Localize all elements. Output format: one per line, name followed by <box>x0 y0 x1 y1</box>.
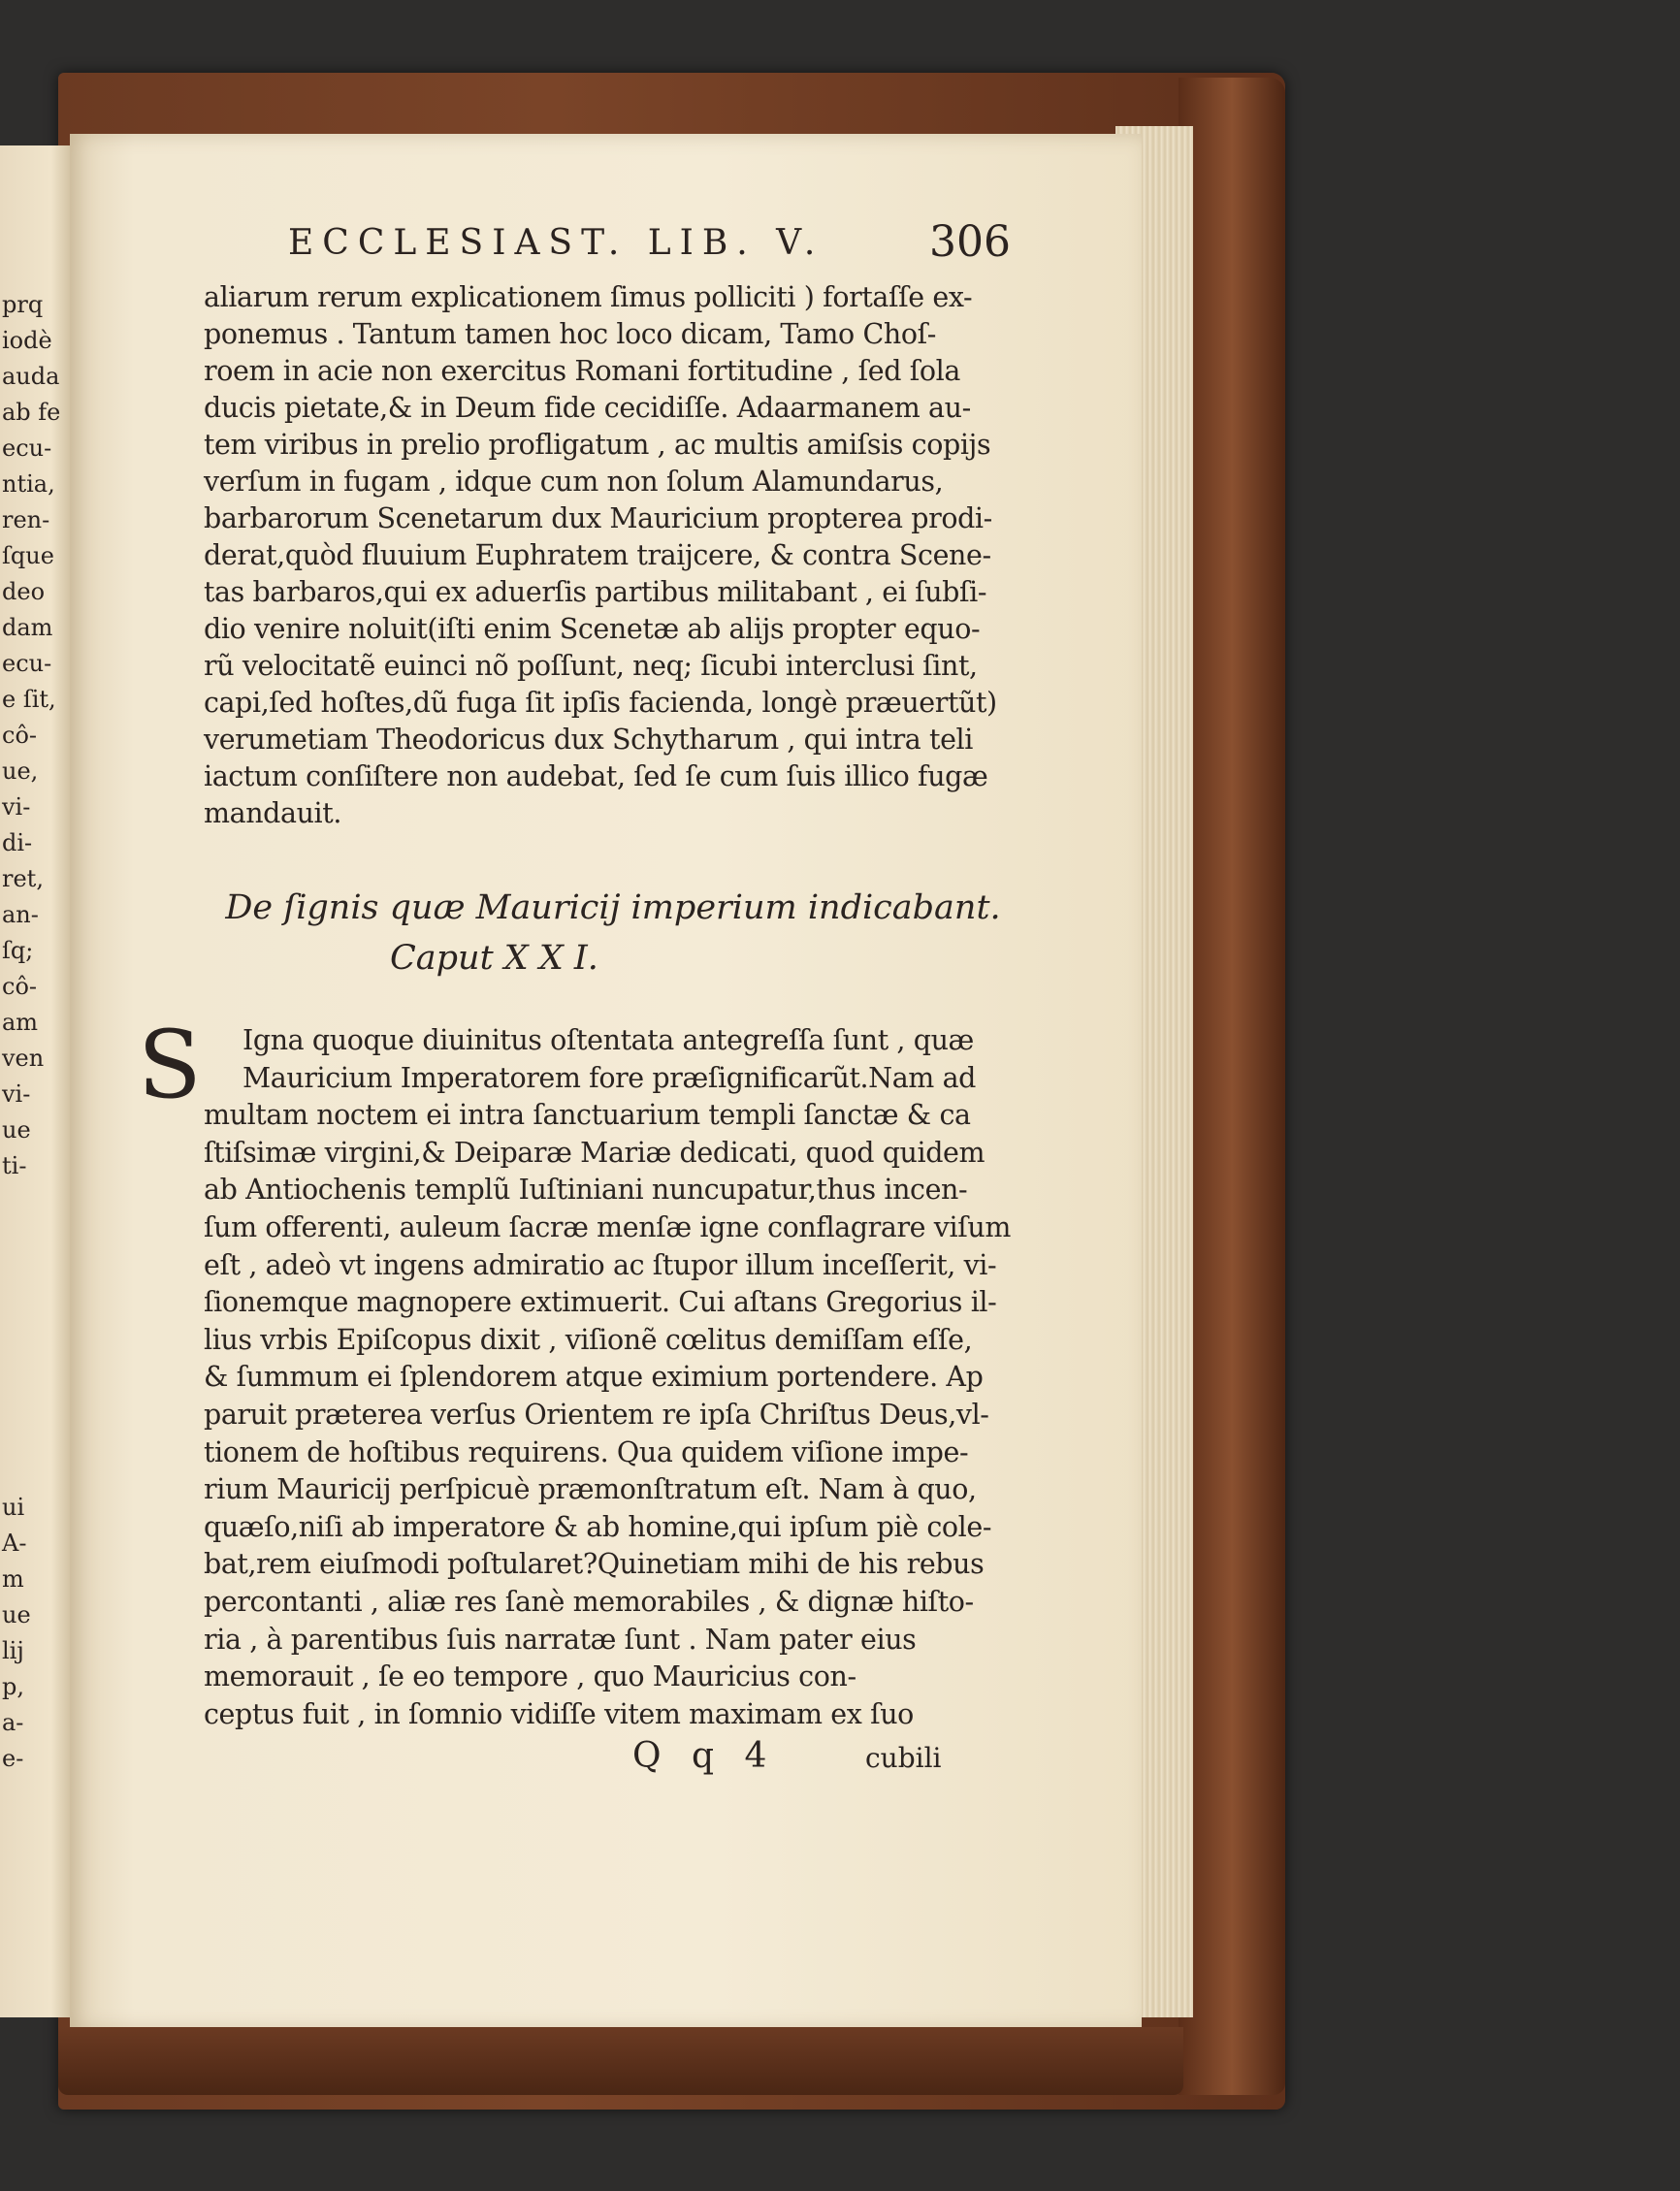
chapter-heading-title: De ſignis quæ Mauricij imperium indicabant. <box>225 888 1001 927</box>
text-line: Mauricium Imperatorem fore præſignificarũt.Nam ad <box>242 1061 977 1094</box>
text-line: roem in acie non exercitus Romani fortitudine , ſed ſola <box>204 355 960 387</box>
text-line: verumetiam Theodoricus dux Schytharum , qui intra teli <box>204 724 973 756</box>
text-line: capi,ſed hoſtes,dũ fuga ſit ipſis facienda, longè præuertũt) <box>204 687 997 719</box>
text-line: barbarorum Scenetarum dux Mauricium propterea prodi- <box>204 502 992 534</box>
left-page-text: iodè <box>2 327 52 354</box>
left-page-text: am <box>2 1009 39 1036</box>
text-line: ponemus . Tantum tamen hoc loco dicam, Tamo Choſ- <box>204 318 936 350</box>
left-page-text: ue, <box>2 757 39 785</box>
left-page-text: ntia, <box>2 470 55 498</box>
text-line: percontanti , aliæ res ſanè memorabiles , & dignæ hiſto- <box>204 1586 974 1618</box>
drop-cap: S <box>138 1011 202 1119</box>
text-line: lius vrbis Epiſcopus dixit , viſionẽ cœlitus demiſſam eſſe, <box>204 1323 973 1356</box>
text-line: eſt , adeò vt ingens admiratio ac ſtupor illum inceſſerit, vi- <box>204 1248 997 1281</box>
right-page <box>70 134 1142 2030</box>
left-page-text: ui <box>2 1494 25 1521</box>
left-page-text: ſq; <box>2 937 34 964</box>
text-line: verſum in fugam , idque cum non ſolum Alamundarus, <box>204 466 944 498</box>
text-line: aliarum rerum explicationem ſimus polliciti ) fortaſſe ex- <box>204 281 973 313</box>
left-page-text: e- <box>2 1745 24 1772</box>
left-page-text: an- <box>2 901 39 928</box>
text-line: dio venire noluit(iſti enim Scenetæ ab alijs propter equo- <box>204 613 981 645</box>
text-line: tas barbaros,qui ex aduerſis partibus militabant , ei ſubſi- <box>204 576 987 608</box>
text-line: quæſo,niſi ab imperatore & ab homine,qui ipſum piè cole- <box>204 1510 992 1543</box>
cover-edge <box>1179 78 1285 2095</box>
left-page-text: A- <box>2 1530 27 1557</box>
left-page-text: di- <box>2 829 33 856</box>
left-page-text: ſque <box>2 542 54 569</box>
text-line: ceptus fuit , in ſomnio vidiſſe vitem maximam ex ſuo <box>204 1697 914 1730</box>
catchword: cubili <box>865 1742 942 1774</box>
left-page-text: m <box>2 1565 24 1593</box>
left-page-text: cô- <box>2 973 37 1000</box>
text-line: derat,quòd fluuium Euphratem traijcere, & contra Scene- <box>204 539 991 571</box>
left-page-text: a- <box>2 1709 24 1736</box>
left-page-text: auda <box>2 363 60 390</box>
text-line: memorauit , ſe eo tempore , quo Mauricius con- <box>204 1660 856 1693</box>
left-page-fragment <box>0 145 73 2017</box>
text-line: tionem de hoſtibus requirens. Qua quidem viſione impe- <box>204 1435 969 1468</box>
text-line: rium Mauricij perſpicuè præmonſtratum eſt. Nam à quo, <box>204 1473 977 1506</box>
left-page-text: vi- <box>2 1080 31 1108</box>
text-line: Igna quoque diuinitus oſtentata antegreſſa ſunt , quæ <box>242 1024 974 1056</box>
left-page-text: p, <box>2 1673 24 1700</box>
left-page-text: ven <box>2 1045 45 1072</box>
left-page-text: prq <box>2 291 44 318</box>
left-page-text: cô- <box>2 722 37 749</box>
left-page-text: dam <box>2 614 53 641</box>
left-page-text: ue <box>2 1601 31 1628</box>
text-line: ſionemque magnopere extimuerit. Cui aſtans Gregorius il- <box>204 1286 997 1319</box>
text-line: tem viribus in prelio profligatum , ac multis amiſsis copijs <box>204 429 991 461</box>
left-page-text: deo <box>2 578 46 605</box>
text-line: multam noctem ei intra ſanctuarium templi ſanctæ & ca <box>204 1099 971 1132</box>
text-line: & ſummum ei ſplendorem atque eximium portendere. Ap <box>204 1361 984 1394</box>
running-head-title: ECCLESIAST. LIB. V. <box>288 223 824 263</box>
left-page-text: vi- <box>2 793 31 821</box>
book-bottom-edge <box>58 2027 1183 2095</box>
text-line: ſum offerenti, auleum ſacræ menſæ igne conflagrare viſum <box>204 1211 1011 1243</box>
running-head <box>215 217 1011 281</box>
left-page-text: ab fe <box>2 399 61 426</box>
text-line: ria , à parentibus ſuis narratæ ſunt . Nam pater eius <box>204 1623 917 1656</box>
left-page-text: ue <box>2 1116 31 1144</box>
chapter-heading-caput: Caput X X I. <box>390 939 598 978</box>
page-number: 306 <box>929 217 1011 267</box>
signature-mark: Q q 4 <box>632 1736 777 1776</box>
left-page-text: e ſit, <box>2 686 56 713</box>
text-line: ab Antiochenis templũ Iuſtiniani nuncupatur,thus incen- <box>204 1174 968 1207</box>
left-page-text: ti- <box>2 1152 27 1179</box>
left-page-text: lij <box>2 1637 24 1664</box>
left-page-text: ecu- <box>2 650 52 677</box>
text-line: bat,rem eiuſmodi poſtularet?Quinetiam mihi de his rebus <box>204 1548 985 1581</box>
text-line: paruit præterea verſus Orientem re ipſa Chriſtus Deus,vl- <box>204 1399 989 1431</box>
text-line: iactum conſiſtere non audebat, ſed ſe cum ſuis illico fugæ <box>204 760 988 792</box>
text-line: ducis pietate,& in Deum fide cecidiſſe. Adaarmanem au- <box>204 392 971 424</box>
left-page-text: ecu- <box>2 435 52 462</box>
text-line: rũ velocitatẽ euinci nõ poſſunt, neq; ſicubi interclusi ſint, <box>204 650 978 682</box>
text-line: ſtiſsimæ virgini,& Deiparæ Mariæ dedicati, quod quidem <box>204 1136 985 1169</box>
left-page-text: ret, <box>2 865 44 892</box>
text-line: mandauit. <box>204 797 341 829</box>
left-page-text: ren- <box>2 506 50 533</box>
